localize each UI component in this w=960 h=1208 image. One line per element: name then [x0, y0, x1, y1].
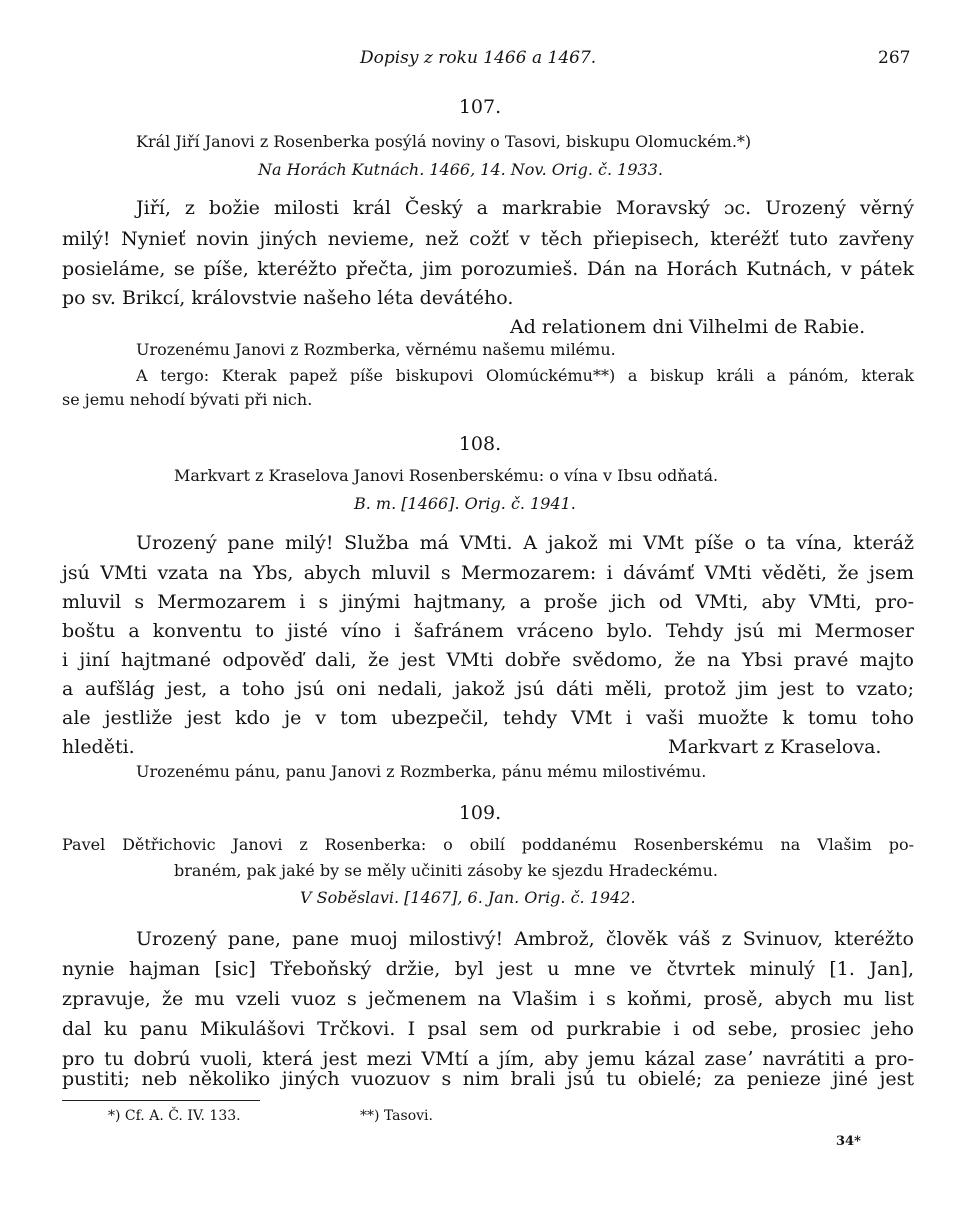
letter-107-heading: Král Jiří Janovi z Rosenberka posýlá noviny o Tasovi, biskupu Olomuckém.*): [136, 132, 752, 151]
letter-number-107: 107.: [458, 96, 502, 118]
letter-109-body-line: pustiti; neb několiko jiných vuozuov s nim brali jsú tu obielé; za penieze jiné jest: [62, 1068, 914, 1090]
running-title: Dopisy z roku 1466 a 1467.: [360, 48, 597, 68]
letter-107-dateline: Na Horách Kutnách. 1466, 14. Nov. Orig. č. 1933.: [258, 160, 663, 179]
letter-107-body-line: milý! Nynieť novin jiných nevieme, než cožť v těch přiepisech, kteréžť tuto zavřeny: [62, 228, 914, 250]
letter-number-109: 109.: [458, 802, 502, 824]
letter-108-body-line: mluvil s Mermozarem i s jinými hajtmany, a proše jich od VMti, aby VMti, pro-: [62, 591, 914, 613]
letter-109-heading-line: Pavel Dětřichovic Janovi z Rosenberka: o obilí poddanému Rosenberskému na Vlašim po-: [62, 835, 914, 854]
footnote-rule: [62, 1100, 260, 1101]
letter-109-body-line: nynie hajman [sic] Třeboňský držie, byl jest u mne ve čtvrtek minulý [1. Jan],: [62, 958, 914, 980]
letter-108-body-line: i jiní hajtmané odpověď dali, že jest VMti dobře svědomo, že na Ybsi pravé majto: [62, 649, 914, 671]
footnote-2: **) Tasovi.: [360, 1108, 433, 1124]
letter-108-body-line: boštu a konventu to jisté víno i šafránem vráceno bylo. Tehdy jsú mi Mermoser: [62, 620, 914, 642]
letter-108-address: Urozenému pánu, panu Janovi z Rozmberka, pánu mému milostivému.: [136, 762, 707, 781]
page-number: 267: [878, 48, 911, 68]
letter-108-body-line: jsú VMti vzata na Ybs, abych mluvil s Mermozarem: i dávámť VMti věděti, že jsem: [62, 562, 914, 584]
letter-108-heading: Markvart z Kraselova Janovi Rosenberskému: o vína v Ibsu odňatá.: [174, 466, 719, 485]
footnote-1: *) Cf. A. Č. IV. 133.: [108, 1108, 241, 1124]
letter-109-body-line: pro tu dobrú vuoli, která jest mezi VMtí a jím, aby jemu kázal zaseʼ navrátiti a pro-: [62, 1048, 914, 1070]
letter-107-body-line: po sv. Brikcí, královstvie našeho léta devátého.: [62, 287, 514, 309]
letter-107-tergo-line: se jemu nehodí bývati při nich.: [62, 390, 313, 409]
letter-109-heading-line: braném, pak jaké by se měly učiniti zásoby ke sjezdu Hradeckému.: [174, 861, 718, 880]
letter-109-body-line: Urozený pane, pane muoj milostivý! Ambrož, člověk váš z Svinuov, kteréžto: [136, 928, 914, 950]
letter-109-body-line: dal ku panu Mikulášovi Trčkovi. I psal sem od purkrabie i od sebe, prosiec jeho: [62, 1018, 914, 1040]
letter-108-dateline: B. m. [1466]. Orig. č. 1941.: [354, 494, 576, 513]
letter-108-signature: Markvart z Kraselova.: [668, 736, 882, 758]
letter-107-address: Urozenému Janovi z Rozmberka, věrnému našemu milému.: [136, 340, 616, 359]
letter-107-body-line: posieláme, se píše, kteréžto přečta, jim porozumieš. Dán na Horách Kutnách, v pátek: [62, 258, 914, 280]
letter-108-body-line: hleděti.: [62, 736, 135, 758]
letter-number-108: 108.: [458, 433, 502, 455]
relation-note: Ad relationem dni Vilhelmi de Rabie.: [510, 316, 866, 338]
letter-109-dateline: V Soběslavi. [1467], 6. Jan. Orig. č. 1942.: [300, 888, 636, 907]
letter-109-body-line: zpravuje, že mu vzeli vuoz s ječmenem na Vlašim i s koňmi, prosě, abych mu list: [62, 988, 914, 1010]
letter-107-tergo-line: A tergo: Kterak papež píše biskupovi Olomúckému**) a biskup králi a pánóm, kterak: [136, 366, 914, 385]
letter-107-body-line: Jiří, z božie milosti král Český a markrabie Moravský ɔc. Urozený věrný: [136, 197, 914, 219]
letter-108-body-line: ale jestliže jest kdo je v tom ubezpečil, tehdy VMt i vaši muožte k tomu toho: [62, 707, 914, 729]
letter-108-body-line: a aufšlág jest, a toho jsú oni nedali, jakož jsú dáti měli, protož jim jest to vzato;: [62, 678, 914, 700]
letter-108-body-line: Urozený pane milý! Služba má VMti. A jakož mi VMt píše o ta vína, kteráž: [136, 532, 914, 554]
signature-mark: 34*: [836, 1134, 861, 1149]
